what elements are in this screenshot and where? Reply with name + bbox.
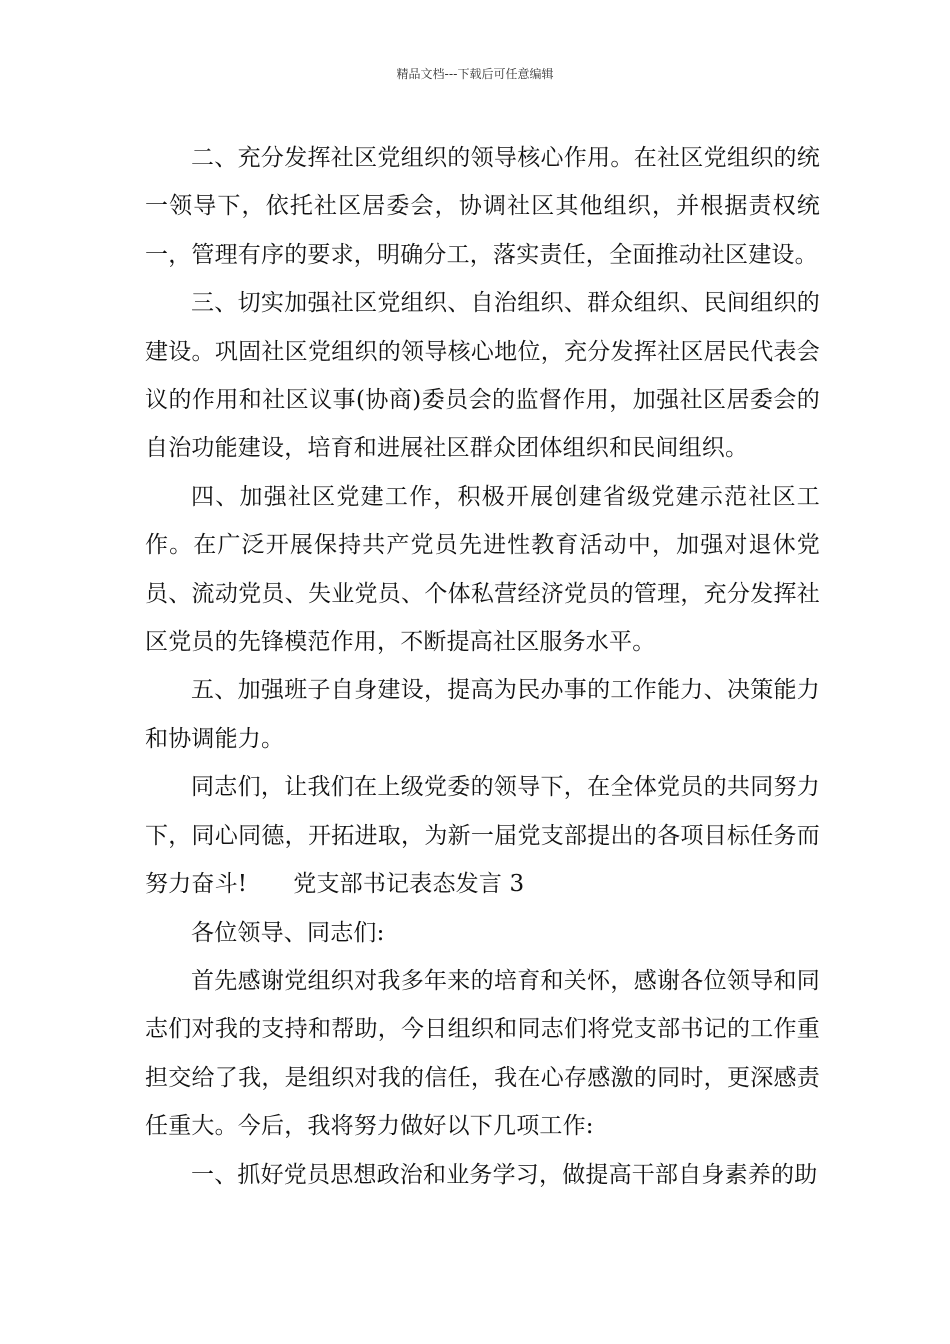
paragraph-point-two: 二、充分发挥社区党组织的领导核心作用。在社区党组织的统一领导下，依托社区居委会，协调社区其他组织，并根据责权统一，管理有序的要求，明确分工，落实责任，全面推动社区建设。 bbox=[145, 145, 820, 268]
paragraph-point-four: 四、加强社区党建工作，积极开展创建省级党建示范社区工作。在广泛开展保持共产党员先进性教育活动中，加强对退休党员、流动党员、失业党员、个体私营经济党员的管理，充分发挥社区党员的先锋模范作用，不断提高社区服务水平。 bbox=[145, 483, 820, 656]
speech-greeting: 各位领导、同志们: bbox=[191, 919, 385, 946]
page-header: 精品文档---下载后可任意编辑 bbox=[396, 67, 554, 81]
speech-paragraph-point-one: 一、抓好党员思想政治和业务学习，做提高干部自身素养的助 bbox=[191, 1161, 818, 1188]
closing-text: 同志们，让我们在上级党委的领导下，在全体党员的共同努力下，同心同德，开拓进取，为新一届党支部提出的各项目标任务而努力奋斗! bbox=[145, 774, 820, 898]
paragraph-point-five: 五、加强班子自身建设，提高为民办事的工作能力、决策能力和协调能力。 bbox=[145, 677, 820, 752]
speech-paragraph-thanks: 首先感谢党组织对我多年来的培育和关怀，感谢各位领导和同志们对我的支持和帮助，今日组织和同志们将党支部书记的工作重担交给了我，是组织对我的信任，我在心存感激的同时，更深感责任重大。今后，我将努力做好以下几项工作: bbox=[145, 967, 820, 1140]
next-speech-title: 党支部书记表态发言 3 bbox=[293, 871, 525, 898]
paragraph-point-three: 三、切实加强社区党组织、自治组织、群众组织、民间组织的建设。巩固社区党组织的领导核心地位，充分发挥社区居民代表会议的作用和社区议事(协商)委员会的监督作用，加强社区居委会的自治功能建设，培育和进展社区群众团体组织和民间组织。 bbox=[145, 290, 820, 462]
document-body bbox=[145, 134, 820, 1199]
paragraph-closing bbox=[145, 763, 820, 908]
